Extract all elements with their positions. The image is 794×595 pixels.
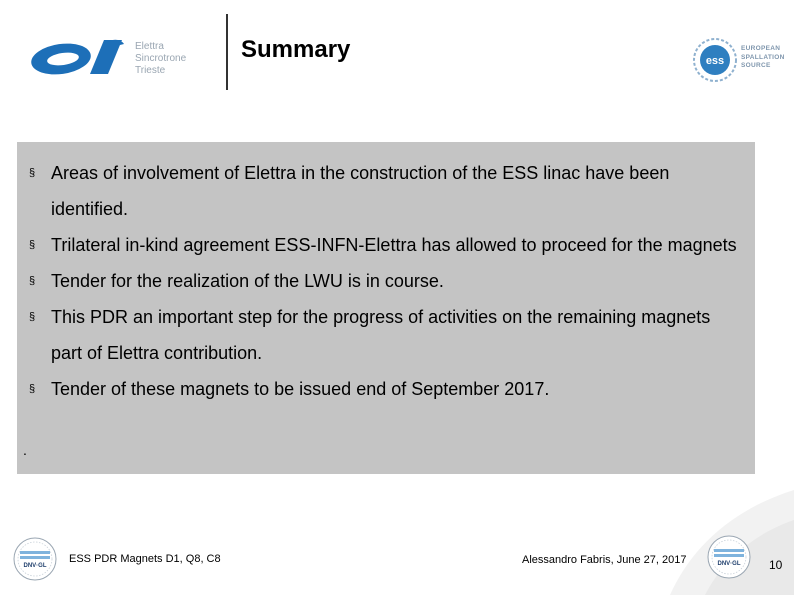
trailing-dot: . <box>23 442 27 458</box>
corner-decoration <box>610 470 794 595</box>
bullet-text: Tender of these magnets to be issued end of September 2017. <box>51 379 550 399</box>
bullet-item <box>17 227 755 263</box>
header-divider <box>226 14 228 90</box>
svg-text:DNV·GL: DNV·GL <box>717 561 741 567</box>
bullet-marker: § <box>29 383 36 395</box>
bullet-item <box>17 155 755 227</box>
bullet-marker: § <box>29 167 36 179</box>
content-box <box>17 142 755 474</box>
dnv-gl-certification-badge <box>706 534 752 580</box>
bullet-text: Areas of involvement of Elettra in the construction of the ESS linac have been identified. <box>51 163 670 219</box>
footer-presentation-title: ESS PDR Magnets D1, Q8, C8 <box>69 553 221 565</box>
bullet-item <box>17 263 755 299</box>
bullet-list <box>17 155 755 407</box>
page-number: 10 <box>769 558 783 572</box>
bullet-marker: § <box>29 275 36 287</box>
svg-text:ess: ess <box>705 55 725 67</box>
slide-title: Summary <box>241 36 351 63</box>
ess-logo-text: EUROPEAN SPALLATION SOURCE <box>741 45 785 69</box>
bullet-text: This PDR an important step for the progress of activities on the remaining magnets part of Elettra contribution. <box>51 307 711 363</box>
bullet-marker: § <box>29 239 36 251</box>
elettra-logo-text: Elettra Sincrotrone Trieste <box>135 41 187 76</box>
bullet-text: Tender for the realization of the LWU is in course. <box>51 271 444 291</box>
bullet-item <box>17 299 755 371</box>
bullet-item <box>17 371 755 407</box>
dnv-gl-certification-badge <box>12 536 58 582</box>
bullet-marker: § <box>29 311 36 323</box>
bullet-text: Trilateral in-kind agreement ESS-INFN-Elettra has allowed to proceed for the magnets <box>51 235 737 255</box>
footer-author-date: Alessandro Fabris, June 27, 2017 <box>522 554 687 566</box>
svg-text:DNV·GL: DNV·GL <box>23 563 47 569</box>
